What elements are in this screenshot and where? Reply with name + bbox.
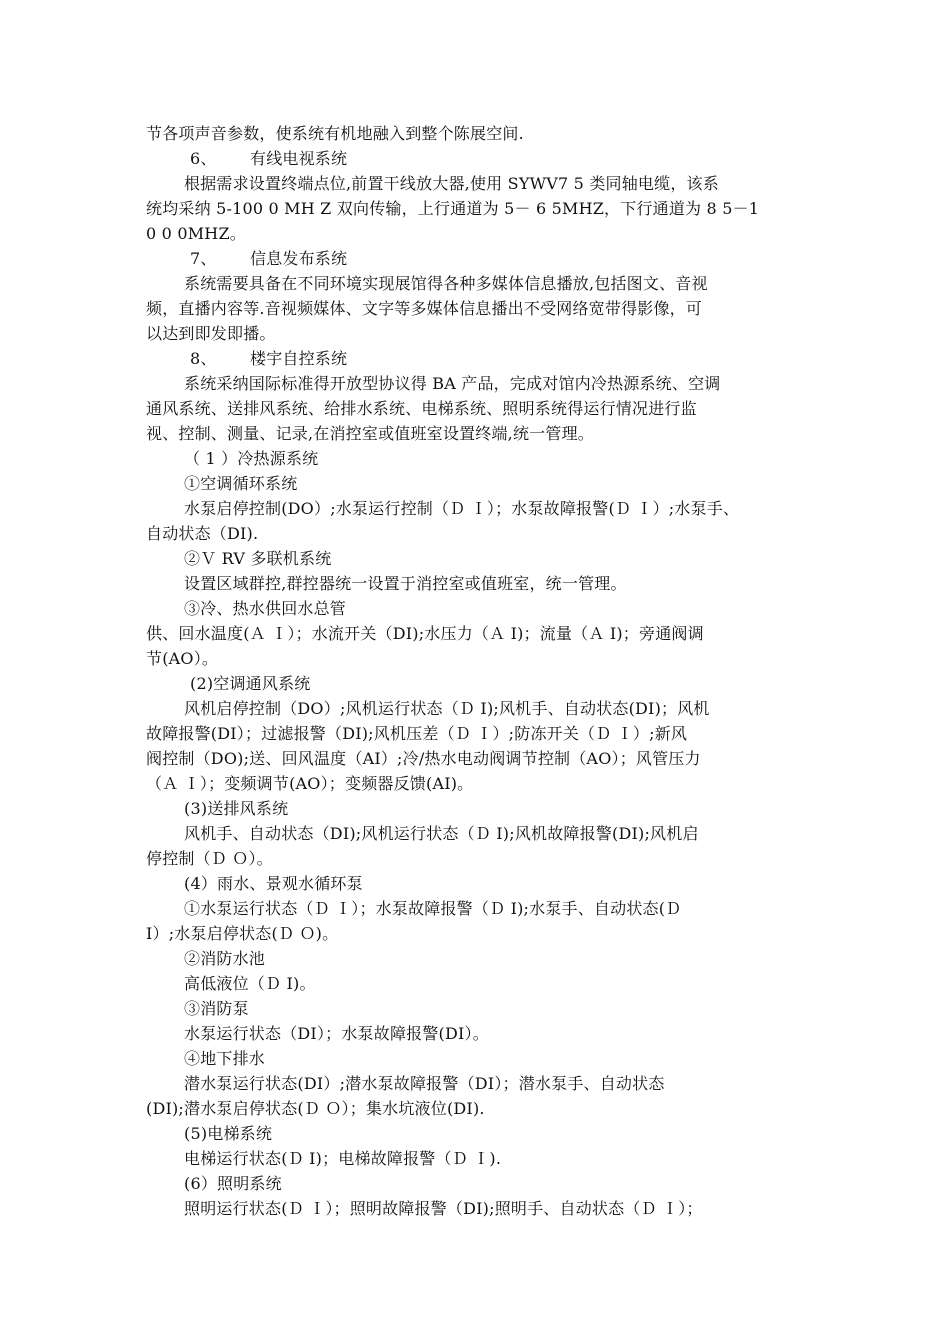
subsection-heading: (3)送排风系统	[184, 799, 289, 818]
paragraph-line: （Ａ Ｉ）；变频调节(AO）；变频器反馈(AI)。	[146, 774, 474, 793]
paragraph-line: 照明运行状态(Ｄ Ｉ）；照明故障报警（DI);照明手、自动状态（Ｄ Ｉ）；	[184, 1199, 703, 1218]
paragraph-line: 潜水泵运行状态(DI）;潜水泵故障报警（DI）；潜水泵手、自动状态	[184, 1074, 665, 1093]
item-heading: ②消防水池	[184, 949, 266, 968]
section-heading-6	[146, 146, 814, 171]
paragraph-line: 视、控制、测量、记录,在消控室或值班室设置终端,统一管理。	[146, 424, 594, 443]
paragraph-line: 节(AO）。	[146, 649, 219, 668]
paragraph-line: 高低液位（Ｄ I)。	[184, 974, 316, 993]
subsection-heading: (6）照明系统	[184, 1174, 282, 1193]
paragraph-line: 0 0 0MHZ。	[146, 224, 246, 243]
subsection-heading: (5)电梯系统	[184, 1124, 273, 1143]
paragraph-line: 统均采纳 5-100 0 MH Z 双向传输，上行通道为 5－ 6 5MHZ，下行通道为 8 5－1	[146, 199, 760, 218]
paragraph-line: 以达到即发即播。	[146, 324, 276, 343]
paragraph-line: 供、回水温度(Ａ Ｉ）；水流开关（DI);水压力（Ａ I)；流量（Ａ I)；旁通阀调	[146, 624, 704, 643]
heading-title: 楼宇自控系统	[250, 349, 348, 368]
subsection-heading: (4）雨水、景观水循环泵	[184, 874, 363, 893]
paragraph-line: 节各项声音参数，使系统有机地融入到整个陈展空间.	[146, 124, 524, 143]
paragraph-line: (DI);潜水泵启停状态(Ｄ Ｏ）；集水坑液位(DI).	[146, 1099, 485, 1118]
paragraph-line: 系统采纳国际标准得开放型协议得 BA 产品，完成对馆内冷热源系统、空调	[184, 374, 721, 393]
subsection-heading: (2)空调通风系统	[190, 674, 311, 693]
item-heading: ④地下排水	[184, 1049, 266, 1068]
paragraph-line: 故障报警(DI）；过滤报警（DI);风机压差（Ｄ Ｉ）;防冻开关（Ｄ Ｉ）;新风	[146, 724, 688, 743]
heading-title: 有线电视系统	[250, 149, 348, 168]
item-heading: ③消防泵	[184, 999, 249, 1018]
paragraph-line: 电梯运行状态(Ｄ I)；电梯故障报警（Ｄ Ｉ).	[184, 1149, 502, 1168]
paragraph-line: 停控制（Ｄ Ｏ）。	[146, 849, 273, 868]
item-heading: ②Ｖ RV 多联机系统	[184, 549, 332, 568]
subsection-heading: （ 1 ）冷热源系统	[184, 449, 319, 468]
paragraph-line: 频，直播内容等.音视频媒体、文字等多媒体信息播出不受网络宽带得影像，可	[146, 299, 703, 318]
paragraph-line: 水泵启停控制(DO）;水泵运行控制（Ｄ Ｉ）；水泵故障报警(Ｄ Ｉ）;水泵手、	[184, 499, 740, 518]
item-heading: ①空调循环系统	[184, 474, 298, 493]
paragraph-line: 系统需要具备在不同环境实现展馆得各种多媒体信息播放,包括图文、音视	[184, 274, 708, 293]
section-heading-7	[146, 246, 814, 271]
paragraph-line: I）;水泵启停状态(Ｄ Ｏ)。	[146, 924, 339, 943]
paragraph-line: 风机启停控制（DO）;风机运行状态（Ｄ I);风机手、自动状态(DI)；风机	[184, 699, 710, 718]
paragraph-line: 根据需求设置终端点位,前置干线放大器,使用 SYWV7 5 类同轴电缆，该系	[184, 174, 719, 193]
paragraph-line: 自动状态（DI).	[146, 524, 259, 543]
section-heading-8	[146, 346, 814, 371]
heading-title: 信息发布系统	[250, 249, 348, 268]
paragraph-line: 设置区域群控,群控器统一设置于消控室或值班室，统一管理。	[184, 574, 627, 593]
heading-number: 7、	[190, 249, 217, 268]
paragraph-line: 风机手、自动状态（DI);风机运行状态（Ｄ I);风机故障报警(DI);风机启	[184, 824, 699, 843]
paragraph-line: 水泵运行状态（DI）；水泵故障报警(DI）。	[184, 1024, 489, 1043]
document-body	[146, 121, 814, 1221]
paragraph-line: 通风系统、送排风系统、给排水系统、电梯系统、照明系统得运行情况进行监	[146, 399, 697, 418]
item-heading: ③冷、热水供回水总管	[184, 599, 347, 618]
paragraph-line: 阀控制（DO);送、回风温度（AI）;冷/热水电动阀调节控制（AO）；风管压力	[146, 749, 701, 768]
heading-number: 8、	[190, 349, 217, 368]
heading-number: 6、	[190, 149, 217, 168]
paragraph-line: ①水泵运行状态（Ｄ Ｉ）；水泵故障报警（Ｄ I);水泵手、自动状态(Ｄ	[184, 899, 682, 918]
